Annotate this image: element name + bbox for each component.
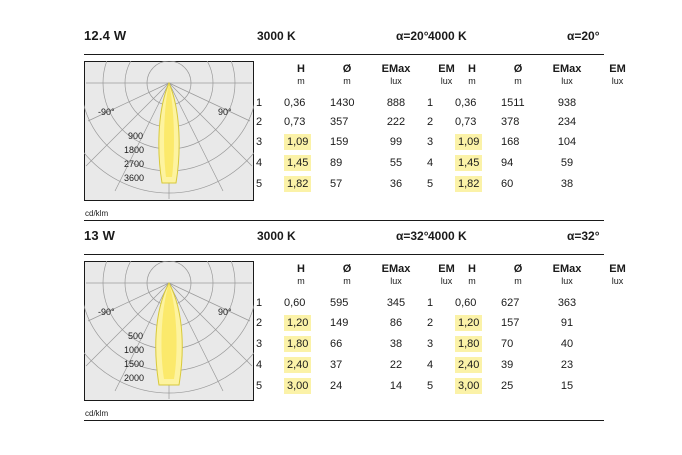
beam-angle-label-a: α=20° <box>396 29 429 43</box>
row-diameter: 37 <box>330 359 343 371</box>
col-index-header <box>254 263 278 287</box>
row-diameter: 159 <box>330 136 349 148</box>
row-index: 4 <box>427 359 434 371</box>
table-row <box>425 354 642 375</box>
col-diameter-unit: m <box>343 276 351 286</box>
row-diameter: 357 <box>330 116 349 128</box>
row-index: 5 <box>427 178 434 190</box>
row-emax: 345 <box>386 297 406 309</box>
col-emax-unit: lux <box>390 276 402 286</box>
row-h-value: 1,09 <box>455 134 482 150</box>
col-diameter-unit: m <box>343 76 351 86</box>
row-diameter: 57 <box>330 178 343 190</box>
row-emax: 91 <box>560 317 574 329</box>
polar-unit-label: cd/klm <box>85 209 109 218</box>
row-h <box>449 354 495 375</box>
row-h-value: 0,36 <box>455 97 477 109</box>
polar-light-distribution-diagram <box>84 61 254 218</box>
block-body <box>84 255 626 421</box>
table-header-row <box>425 263 642 287</box>
row-h-value: 1,09 <box>284 134 311 150</box>
row-emax: 222 <box>386 116 406 128</box>
col-h-title: H <box>297 63 305 75</box>
row-h <box>278 131 324 152</box>
row-diameter: 1430 <box>330 97 355 109</box>
col-emax-header <box>541 63 593 87</box>
row-diameter: 1511 <box>501 97 525 109</box>
row-emax: 55 <box>389 157 403 169</box>
row-h-value: 3,00 <box>284 378 311 394</box>
table-row <box>425 333 642 354</box>
row-diameter: 24 <box>330 380 343 392</box>
photometric-table-4000k <box>425 63 655 194</box>
row-h <box>278 354 324 375</box>
col-h-unit: m <box>468 276 476 286</box>
row-em <box>593 375 642 396</box>
row-h-value: 0,60 <box>284 297 306 309</box>
beam-angle-label-b: α=32° <box>567 229 600 243</box>
row-h <box>278 173 324 194</box>
col-em-title: EM <box>438 63 455 75</box>
polar-unit-label: cd/klm <box>85 409 109 418</box>
col-emax-header <box>370 263 422 287</box>
row-h <box>449 375 495 396</box>
table-row <box>425 312 642 333</box>
row-diameter: 149 <box>330 317 349 329</box>
row-h-value: 2,40 <box>455 357 482 373</box>
row-index: 5 <box>256 178 263 190</box>
col-emax-title: EMax <box>552 63 582 75</box>
data-table <box>425 263 642 396</box>
row-emax: 14 <box>389 380 403 392</box>
table-row <box>425 173 642 194</box>
svg-text:2700: 2700 <box>124 159 145 169</box>
col-diameter-unit: m <box>514 276 522 286</box>
table-row <box>425 293 642 312</box>
svg-text:2000: 2000 <box>124 373 145 383</box>
row-diameter: 60 <box>501 178 514 190</box>
row-diameter: 627 <box>501 297 520 309</box>
col-diameter-title: Ø <box>513 63 523 75</box>
row-diameter: 94 <box>501 157 514 169</box>
row-em <box>593 112 642 131</box>
svg-text:90°: 90° <box>218 307 232 317</box>
row-emax: 86 <box>389 317 403 329</box>
row-em <box>593 293 642 312</box>
col-em-title: EM <box>609 63 626 75</box>
row-em <box>593 354 642 375</box>
row-h <box>449 93 495 112</box>
col-emax-unit: lux <box>561 76 573 86</box>
col-em-title: EM <box>438 263 455 275</box>
row-diameter: 70 <box>501 338 514 350</box>
row-h-value: 1,82 <box>284 176 311 192</box>
col-em-unit: lux <box>440 276 453 286</box>
table-row <box>425 112 642 131</box>
row-emax: 59 <box>560 157 574 169</box>
row-diameter: 39 <box>501 359 514 371</box>
svg-text:3600: 3600 <box>124 173 145 183</box>
table-row <box>425 131 642 152</box>
col-emax-header <box>370 63 422 87</box>
row-index: 1 <box>256 97 263 109</box>
col-emax-unit: lux <box>390 76 402 86</box>
row-h-value: 1,45 <box>284 155 311 171</box>
col-em-title: EM <box>609 263 626 275</box>
row-index: 2 <box>427 116 434 128</box>
row-h-value: 2,40 <box>284 357 311 373</box>
row-emax: 38 <box>389 338 403 350</box>
col-em-unit: lux <box>440 76 453 86</box>
row-h <box>449 112 495 131</box>
row-index: 2 <box>256 317 263 329</box>
block-header <box>84 28 604 55</box>
col-h-title: H <box>468 63 476 75</box>
row-index: 4 <box>256 157 263 169</box>
beam-angle-label-a: α=32° <box>396 229 429 243</box>
row-emax: 40 <box>560 338 574 350</box>
svg-text:-90°: -90° <box>98 307 115 317</box>
row-h <box>278 112 324 131</box>
row-h-value: 1,20 <box>284 315 311 331</box>
cct-label-a: 3000 K <box>257 229 296 243</box>
row-h-value: 1,80 <box>455 336 482 352</box>
col-diameter-title: Ø <box>513 263 523 275</box>
row-index: 1 <box>256 297 263 309</box>
row-diameter: 66 <box>330 338 343 350</box>
col-em-header <box>593 263 642 287</box>
col-index-header <box>425 63 449 87</box>
svg-text:1500: 1500 <box>124 359 145 369</box>
col-emax-title: EMax <box>381 63 411 75</box>
row-em <box>593 152 642 173</box>
col-h-title: H <box>468 263 476 275</box>
photometry-block <box>84 28 626 221</box>
row-h <box>278 375 324 396</box>
col-em-unit: lux <box>611 76 624 86</box>
row-emax: 234 <box>557 116 577 128</box>
row-diameter: 595 <box>330 297 349 309</box>
photometric-table-4000k <box>425 263 655 396</box>
row-index: 4 <box>256 359 263 371</box>
row-diameter: 157 <box>501 317 520 329</box>
power-label: 12.4 W <box>84 28 127 43</box>
table-row <box>425 152 642 173</box>
cct-label-b: 4000 K <box>428 29 467 43</box>
col-emax-title: EMax <box>552 263 582 275</box>
row-h <box>278 333 324 354</box>
row-emax: 15 <box>560 380 574 392</box>
row-h-value: 0,60 <box>455 297 477 309</box>
col-diameter-title: Ø <box>342 63 352 75</box>
row-index: 1 <box>427 97 434 109</box>
svg-text:1800: 1800 <box>124 145 145 155</box>
col-index-header <box>425 263 449 287</box>
col-h-unit: m <box>297 276 305 286</box>
col-emax-unit: lux <box>561 276 573 286</box>
row-em <box>593 312 642 333</box>
row-h <box>449 173 495 194</box>
row-h-value: 0,73 <box>284 116 306 128</box>
col-diameter-header <box>324 263 370 287</box>
row-index: 3 <box>427 136 434 148</box>
row-h <box>449 293 495 312</box>
row-index: 3 <box>256 338 263 350</box>
col-index-header <box>254 63 278 87</box>
row-h <box>449 152 495 173</box>
row-h <box>278 312 324 333</box>
row-h <box>278 293 324 312</box>
row-h <box>278 93 324 112</box>
row-emax: 888 <box>386 97 406 109</box>
block-header <box>84 228 604 255</box>
photometry-block <box>84 228 626 421</box>
table-row <box>425 375 642 396</box>
col-diameter-title: Ø <box>342 263 352 275</box>
row-h-value: 0,73 <box>455 116 477 128</box>
col-diameter-header <box>495 263 541 287</box>
row-index: 5 <box>427 380 434 392</box>
row-index: 3 <box>427 338 434 350</box>
col-diameter-header <box>324 63 370 87</box>
col-diameter-unit: m <box>514 76 522 86</box>
row-emax: 99 <box>389 136 403 148</box>
svg-text:900: 900 <box>128 131 144 141</box>
row-diameter: 25 <box>501 380 514 392</box>
row-diameter: 168 <box>501 136 520 148</box>
col-em-unit: lux <box>611 276 624 286</box>
col-diameter-header <box>495 63 541 87</box>
row-index: 2 <box>427 317 434 329</box>
row-h <box>449 312 495 333</box>
col-h-header <box>278 263 324 287</box>
row-h-value: 3,00 <box>455 378 482 394</box>
row-index: 4 <box>427 157 434 169</box>
beam-angle-label-b: α=20° <box>567 29 600 43</box>
row-h <box>449 333 495 354</box>
col-em-header <box>593 63 642 87</box>
block-body <box>84 55 626 221</box>
table-header-row <box>425 63 642 87</box>
row-emax: 36 <box>389 178 403 190</box>
row-h <box>449 131 495 152</box>
power-label: 13 W <box>84 228 116 243</box>
row-emax: 23 <box>560 359 574 371</box>
row-em <box>593 173 642 194</box>
table-row <box>425 93 642 112</box>
row-h-value: 1,80 <box>284 336 311 352</box>
col-h-unit: m <box>297 76 305 86</box>
row-index: 1 <box>427 297 434 309</box>
col-h-title: H <box>297 263 305 275</box>
row-em <box>593 93 642 112</box>
col-h-header <box>449 63 495 87</box>
row-em <box>593 333 642 354</box>
col-h-header <box>449 263 495 287</box>
col-emax-header <box>541 263 593 287</box>
svg-text:1000: 1000 <box>124 345 145 355</box>
row-emax: 22 <box>389 359 403 371</box>
row-index: 2 <box>256 116 263 128</box>
row-h-value: 0,36 <box>284 97 306 109</box>
row-emax: 363 <box>557 297 577 309</box>
row-h-value: 1,82 <box>455 176 482 192</box>
row-emax: 104 <box>557 136 577 148</box>
svg-text:-90°: -90° <box>98 107 115 117</box>
col-h-unit: m <box>468 76 476 86</box>
row-diameter: 378 <box>501 116 520 128</box>
data-table <box>425 63 642 194</box>
svg-text:90°: 90° <box>218 107 232 117</box>
row-h-value: 1,20 <box>455 315 482 331</box>
row-emax: 938 <box>557 97 577 109</box>
row-h-value: 1,45 <box>455 155 482 171</box>
row-h <box>278 152 324 173</box>
cct-label-b: 4000 K <box>428 229 467 243</box>
cct-label-a: 3000 K <box>257 29 296 43</box>
polar-light-distribution-diagram <box>84 261 254 418</box>
row-diameter: 89 <box>330 157 343 169</box>
col-emax-title: EMax <box>381 263 411 275</box>
row-index: 5 <box>256 380 263 392</box>
svg-text:500: 500 <box>128 331 144 341</box>
row-emax: 38 <box>560 178 574 190</box>
row-em <box>593 131 642 152</box>
row-index: 3 <box>256 136 263 148</box>
col-h-header <box>278 63 324 87</box>
